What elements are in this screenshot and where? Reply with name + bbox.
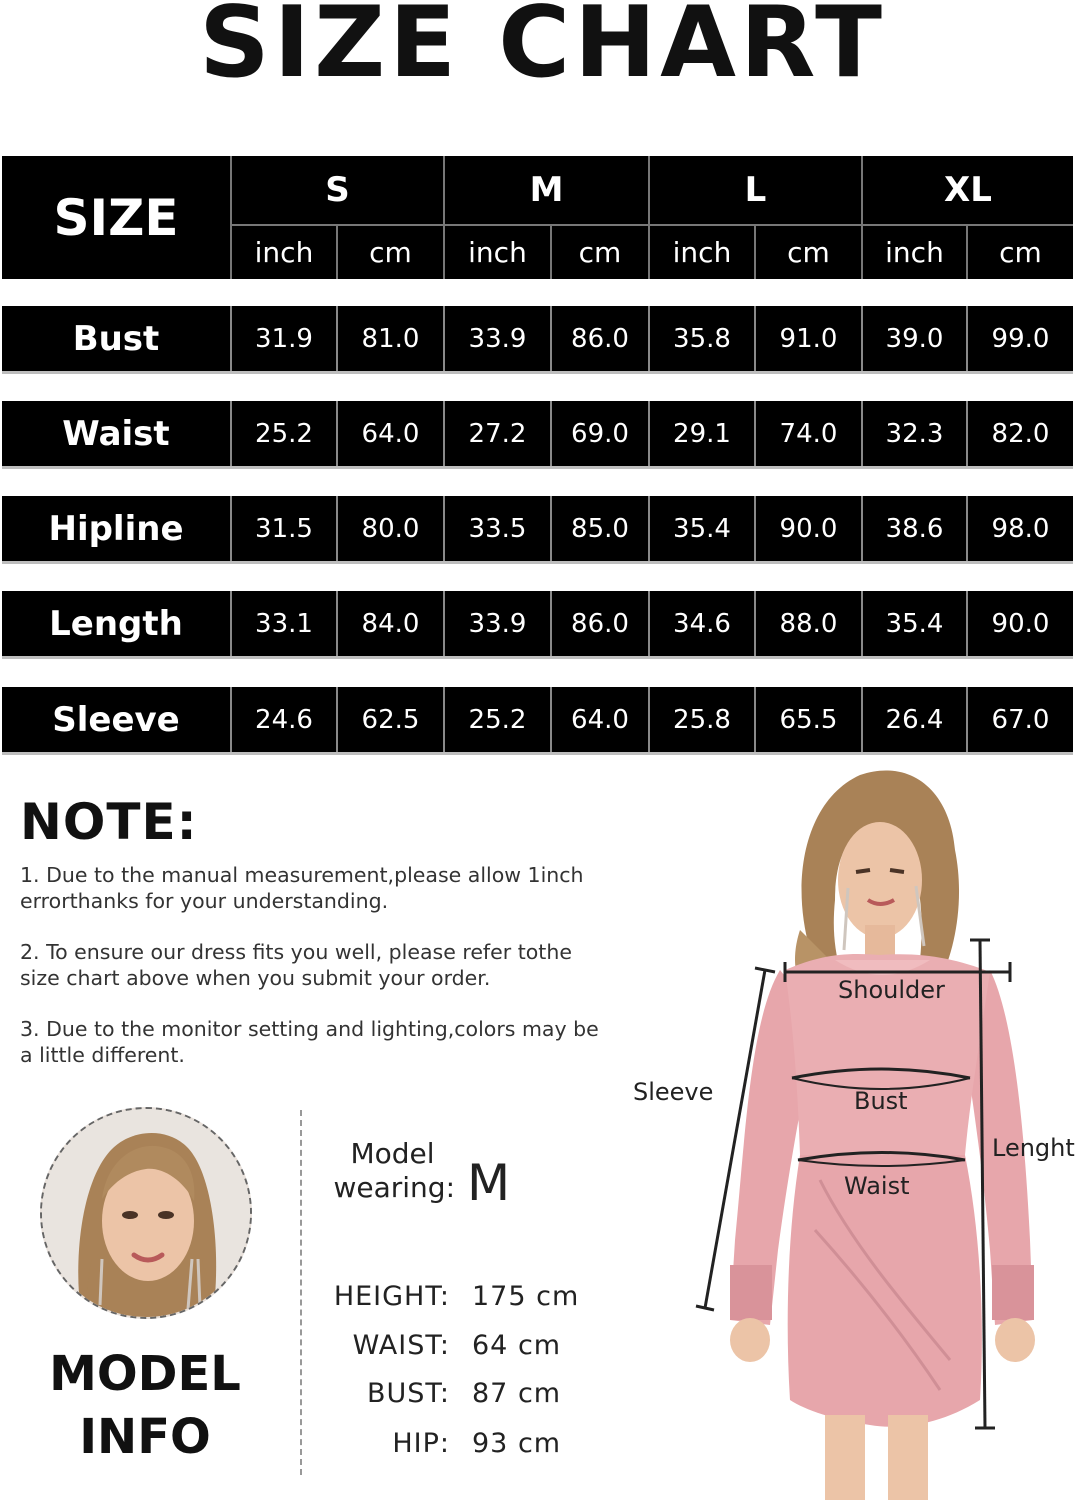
table-cell: 98.0 [991, 513, 1050, 544]
unit-inch: inch [885, 236, 944, 269]
unit-cm: cm [578, 236, 622, 269]
table-cell: 64.0 [361, 418, 420, 449]
table-cell: 69.0 [571, 418, 629, 449]
table-cell: 25.2 [468, 704, 527, 735]
bust-label: Bust [854, 1087, 908, 1115]
unit-inch: inch [468, 236, 527, 269]
table-cell: 82.0 [991, 418, 1050, 449]
size-xl-header: XL [944, 170, 992, 210]
size-s-header: S [325, 170, 350, 210]
row-label: Bust [72, 318, 160, 359]
table-row [2, 401, 1073, 469]
model-wearing-label: wearing: [333, 1171, 455, 1204]
model-info-title: MODEL [49, 1346, 241, 1402]
table-cell: 90.0 [991, 608, 1050, 639]
row-label: Length [49, 603, 183, 644]
table-cell: 25.8 [673, 704, 731, 735]
size-m-header: M [529, 170, 564, 210]
sleeve-label: Sleeve [633, 1078, 714, 1106]
table-cell: 26.4 [885, 704, 944, 735]
table-cell: 25.2 [255, 418, 313, 449]
unit-cm: cm [369, 236, 412, 269]
note-item: 3. Due to the monitor setting and lighting,colors may be a little different. [20, 1017, 599, 1067]
stat-key: BUST: [366, 1378, 450, 1409]
table-cell: 86.0 [571, 608, 629, 639]
table-cell: 27.2 [468, 418, 527, 449]
table-row [2, 687, 1073, 755]
table-cell: 65.5 [779, 704, 838, 735]
table-cell: 35.8 [673, 323, 731, 354]
note-item: 1. Due to the manual measurement,please allow 1inch errorthanks for your understanding. [20, 863, 584, 913]
table-cell: 39.0 [885, 323, 944, 354]
unit-inch: inch [254, 236, 314, 269]
table-row [2, 306, 1073, 374]
size-table-header [2, 156, 1073, 279]
table-cell: 80.0 [361, 513, 420, 544]
model-dress-illustration [620, 760, 1085, 1500]
unit-inch: inch [672, 236, 732, 269]
table-cell: 99.0 [991, 323, 1050, 354]
stat-value: 87 cm [472, 1378, 562, 1409]
table-cell: 67.0 [991, 704, 1050, 735]
row-label: Hipline [48, 508, 184, 549]
table-cell: 64.0 [571, 704, 629, 735]
table-cell: 35.4 [885, 608, 944, 639]
table-cell: 35.4 [673, 513, 731, 544]
row-label: Waist [62, 413, 170, 454]
table-cell: 81.0 [361, 323, 420, 354]
page-title: SIZE CHART [199, 0, 886, 100]
unit-cm: cm [787, 236, 830, 269]
table-row [2, 496, 1073, 564]
table-cell: 85.0 [571, 513, 629, 544]
table-cell: 33.9 [468, 323, 527, 354]
table-cell: 24.6 [255, 704, 313, 735]
table-cell: 31.9 [255, 323, 313, 354]
size-header-label: SIZE [53, 188, 179, 247]
table-cell: 34.6 [673, 608, 731, 639]
stat-value: 175 cm [472, 1281, 580, 1312]
table-cell: 91.0 [779, 323, 838, 354]
stat-key: HEIGHT: [333, 1281, 450, 1312]
table-cell: 74.0 [779, 418, 838, 449]
table-cell: 38.6 [885, 513, 944, 544]
dress-measurement-diagram [620, 760, 1085, 1500]
table-cell: 62.5 [361, 704, 420, 735]
model-wearing-size: M [467, 1154, 511, 1212]
table-cell: 90.0 [779, 513, 838, 544]
model-info-title: INFO [79, 1409, 211, 1465]
table-cell: 33.9 [468, 608, 527, 639]
note-item: 2. To ensure our dress fits you well, please refer tothe size chart above when you submit your order. [20, 940, 572, 990]
row-label: Sleeve [52, 699, 180, 740]
table-cell: 29.1 [673, 418, 731, 449]
stat-key: WAIST: [352, 1330, 450, 1361]
table-cell: 32.3 [885, 418, 944, 449]
table-row [2, 591, 1073, 659]
stat-value: 64 cm [472, 1330, 562, 1361]
table-cell: 33.5 [468, 513, 527, 544]
length-label: Lenght [992, 1134, 1075, 1162]
note-title: NOTE: [20, 793, 198, 851]
waist-label: Waist [844, 1172, 910, 1200]
size-l-header: L [744, 170, 767, 210]
table-cell: 31.5 [255, 513, 313, 544]
unit-cm: cm [999, 236, 1042, 269]
stat-value: 93 cm [472, 1428, 562, 1459]
stat-key: HIP: [392, 1428, 450, 1459]
table-cell: 86.0 [571, 323, 629, 354]
model-wearing-label: Model [350, 1137, 435, 1170]
table-cell: 88.0 [779, 608, 838, 639]
table-cell: 33.1 [255, 608, 313, 639]
shoulder-label: Shoulder [838, 976, 945, 1004]
table-cell: 84.0 [361, 608, 420, 639]
